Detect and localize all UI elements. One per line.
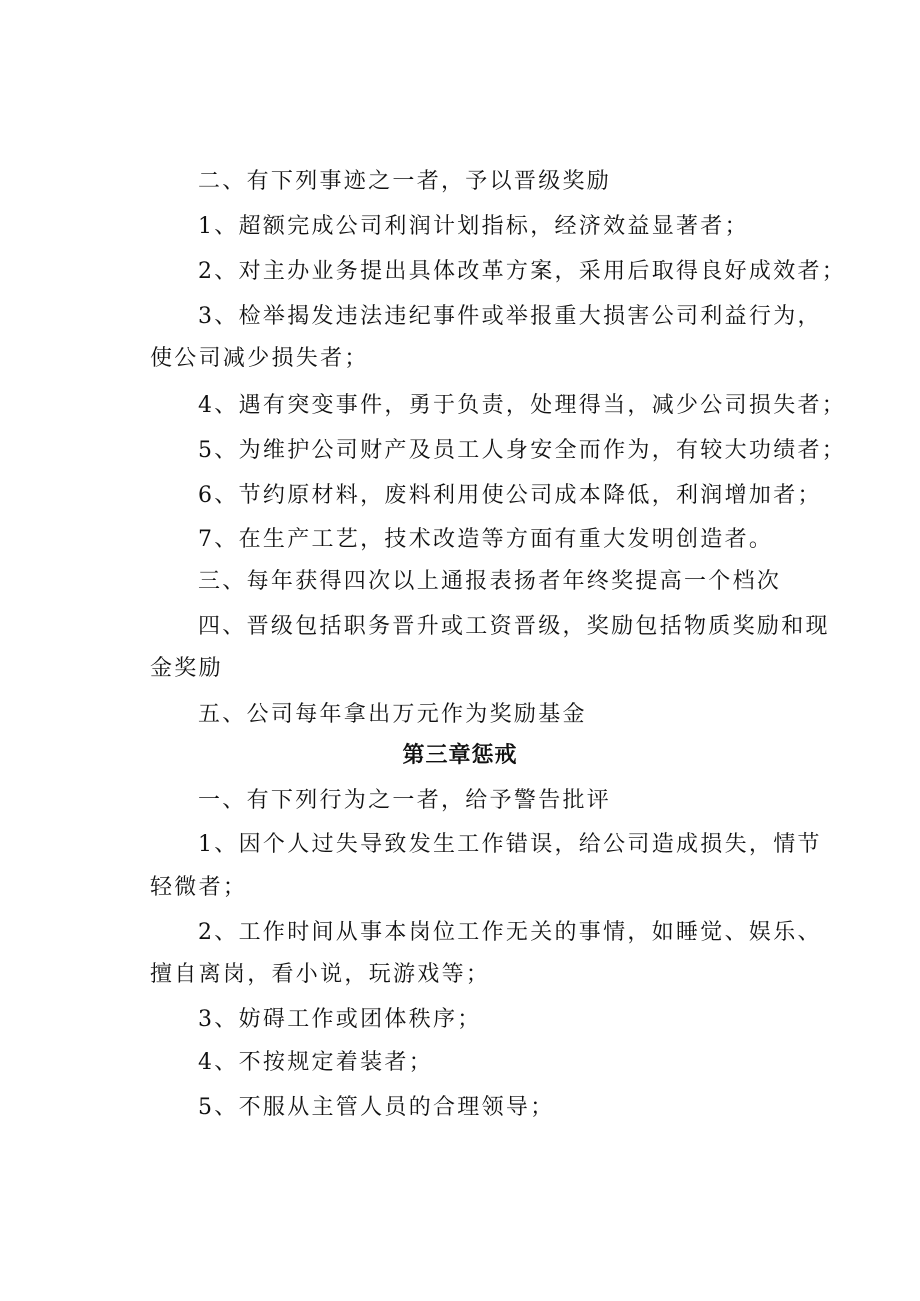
list-item: 6、节约原材料，废料利用使公司成本降低，利润增加者； — [198, 483, 822, 508]
list-item-continuation: 擅自离岗，看小说，玩游戏等； — [150, 962, 491, 987]
list-item: 7、在生产工艺，技术改造等方面有重大发明创造者。 — [198, 527, 774, 552]
section-heading-promotion: 二、有下列事迹之一者，予以晋级奖励 — [198, 169, 612, 194]
section-paragraph-3: 三、每年获得四次以上通报表扬者年终奖提高一个档次 — [198, 569, 782, 594]
section-paragraph-5: 五、公司每年拿出万元作为奖励基金 — [198, 702, 587, 727]
list-item-continuation: 轻微者； — [150, 875, 248, 900]
section-paragraph-4: 四、晋级包括职务晋升或工资晋级，奖励包括物质奖励和现 — [198, 614, 830, 639]
chapter-title: 第三章惩戒 — [402, 743, 518, 768]
list-item: 2、工作时间从事本岗位工作无关的事情，如睡觉、娱乐、 — [198, 920, 822, 945]
list-item: 4、不按规定着装者； — [198, 1050, 433, 1075]
section-heading-warning: 一、有下列行为之一者，给予警告批评 — [198, 788, 612, 813]
list-item: 3、妨碍工作或团体秩序； — [198, 1007, 482, 1032]
list-item: 1、因个人过失导致发生工作错误，给公司造成损失，情节 — [198, 832, 822, 857]
list-item: 5、不服从主管人员的合理领导； — [198, 1095, 555, 1120]
list-item: 1、超额完成公司利润计划指标，经济效益显著者； — [198, 214, 749, 239]
section-paragraph-4-continuation: 金奖励 — [150, 656, 223, 681]
list-item: 5、为维护公司财产及员工人身安全而作为，有较大功绩者； — [198, 438, 847, 463]
list-item-continuation: 使公司减少损失者； — [150, 346, 369, 371]
list-item: 4、遇有突变事件，勇于负责，处理得当，减少公司损失者； — [198, 393, 847, 418]
list-item: 2、对主办业务提出具体改革方案，采用后取得良好成效者； — [198, 259, 847, 284]
list-item: 3、检举揭发违法违纪事件或举报重大损害公司利益行为， — [198, 304, 822, 329]
